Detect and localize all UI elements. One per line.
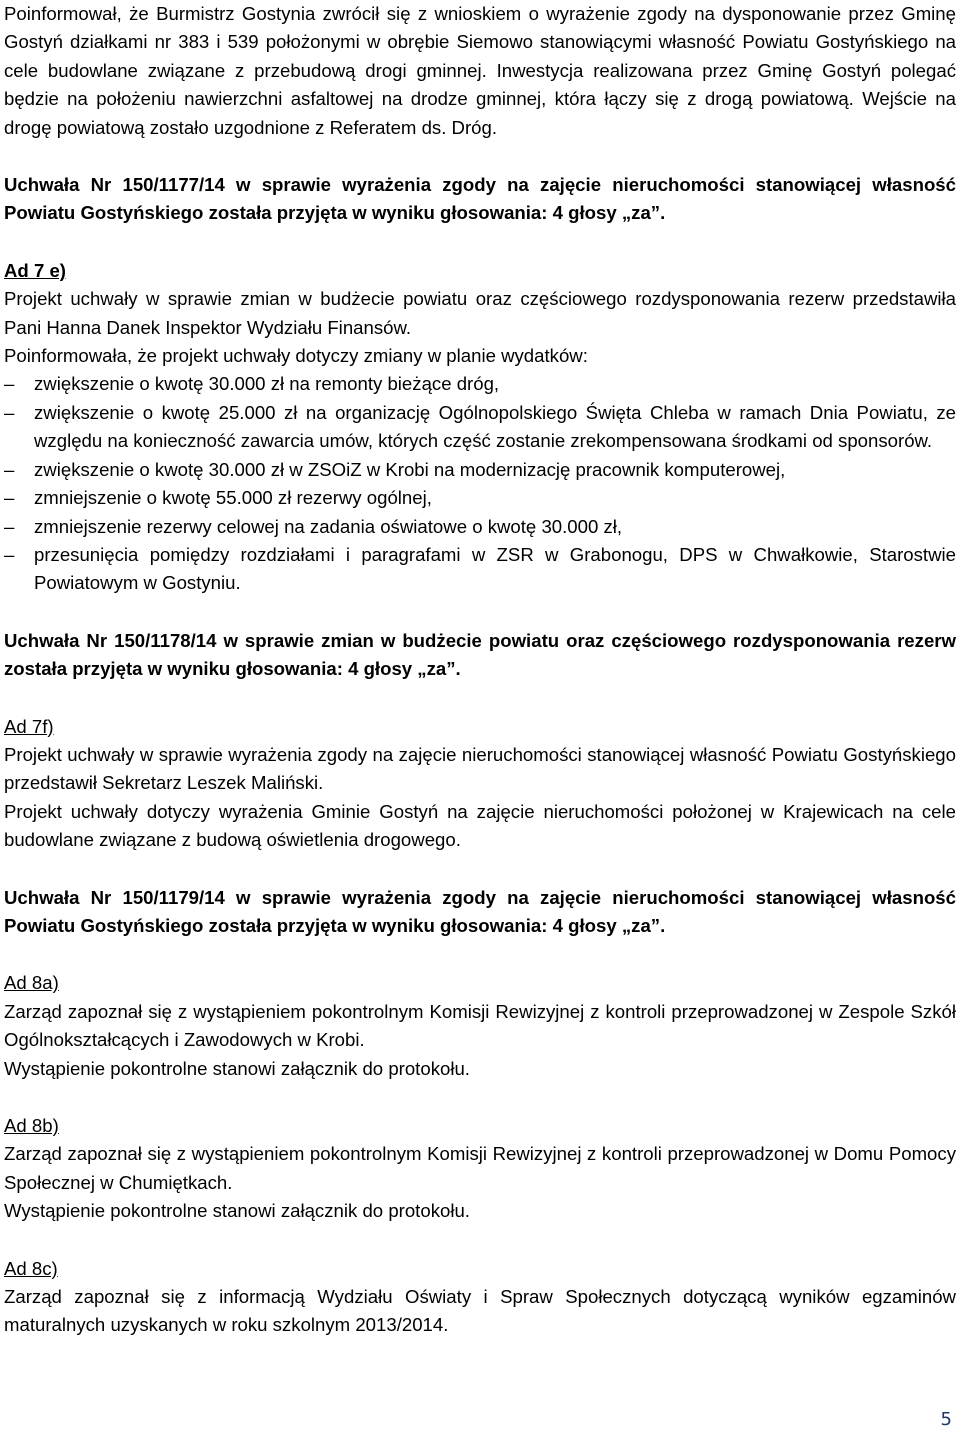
section-8a-text: Wystąpienie pokontrolne stanowi załącznik do protokołu.	[4, 1057, 470, 1079]
expense-change-list	[4, 370, 956, 597]
list-item: – zwiększenie o kwotę 25.000 zł na organizację Ogólnopolskiego Święta Chleba w ramach Dnia Powiatu, ze względu na konieczność zawarcia umów, których część zostanie zrekompensowana środkami od sponsorów.	[4, 399, 956, 456]
document-page	[4, 0, 956, 1340]
section-7e-heading: Ad 7 e)	[4, 259, 66, 281]
section-8b-text: Zarząd zapoznał się z wystąpieniem pokontrolnym Komisji Rewizyjnej z kontroli przeprowadzonej w Domu Pomocy Społecznej w Chumiętkach.	[4, 1143, 956, 1193]
section-8a-heading: Ad 8a)	[4, 972, 59, 994]
dash-bullet: –	[4, 487, 15, 509]
list-item: – przesunięcia pomiędzy rozdziałami i paragrafami w ZSR w Grabonogu, DPS w Chwałkowie, Starostwie Powiatowym w Gostyniu.	[4, 541, 956, 598]
dash-bullet: –	[4, 401, 15, 423]
section-7e-text: Poinformowała, że projekt uchwały dotyczy zmiany w planie wydatków:	[4, 345, 588, 367]
resolution-1179: Uchwała Nr 150/1179/14 w sprawie wyrażenia zgody na zajęcie nieruchomości stanowiącej własność Powiatu Gostyńskiego została przyjęta w wyniku głosowania: 4 głosy „za”.	[4, 886, 956, 936]
section-7f-text: Projekt uchwały w sprawie wyrażenia zgody na zajęcie nieruchomości stanowiącej własność Powiatu Gostyńskiego przedstawił Sekretarz Leszek Maliński.	[4, 743, 956, 794]
dash-bullet: –	[4, 373, 15, 395]
list-item: – zmniejszenie o kwotę 55.000 zł rezerwy ogólnej,	[4, 484, 956, 512]
list-item: – zwiększenie o kwotę 30.000 zł na remonty bieżące dróg,	[4, 370, 956, 398]
resolution-1177: Uchwała Nr 150/1177/14 w sprawie wyrażenia zgody na zajęcie nieruchomości stanowiącej własność Powiatu Gostyńskiego została przyjęta w wyniku głosowania: 4 głosy „za”.	[4, 174, 956, 224]
section-7e-text: Projekt uchwały w sprawie zmian w budżecie powiatu oraz częściowego rozdysponowania rezerw przedstawiła Pani Hanna Danek Inspektor Wydziału Finansów.	[4, 288, 956, 338]
page-number: 5	[940, 1409, 952, 1430]
section-8b-text: Wystąpienie pokontrolne stanowi załącznik do protokołu.	[4, 1200, 470, 1222]
list-item: – zmniejszenie rezerwy celowej na zadania oświatowe o kwotę 30.000 zł,	[4, 513, 956, 541]
list-item: – zwiększenie o kwotę 30.000 zł w ZSOiZ w Krobi na modernizację pracownik komputerowej,	[4, 456, 956, 484]
dash-bullet: –	[4, 515, 15, 537]
section-8b-heading: Ad 8b)	[4, 1115, 59, 1136]
section-7f-heading: Ad 7f)	[4, 715, 54, 737]
dash-bullet: –	[4, 458, 15, 480]
dash-bullet: –	[4, 543, 15, 565]
section-7f-text: Projekt uchwały dotyczy wyrażenia Gminie Gostyń na zajęcie nieruchomości położonej w Krajewicach na cele budowlane związane z budową oświetlenia drogowego.	[4, 800, 956, 851]
section-8c-text: Zarząd zapoznał się z informacją Wydziału Oświaty i Spraw Społecznych dotyczącą wyników egzaminów maturalnych uzyskanych w roku szkolnym 2013/2014.	[4, 1286, 956, 1336]
resolution-1178: Uchwała Nr 150/1178/14 w sprawie zmian w budżecie powiatu oraz częściowego rozdysponowania rezerw została przyjęta w wyniku głosowania: 4 głosy „za”.	[4, 629, 956, 680]
section-8a-text: Zarząd zapoznał się z wystąpieniem pokontrolnym Komisji Rewizyjnej z kontroli przeprowadzonej w Zespole Szkół Ogólnokształcących i Zawodowych w Krobi.	[4, 1000, 956, 1051]
section-8c-heading: Ad 8c)	[4, 1257, 58, 1279]
intro-paragraph: Poinformował, że Burmistrz Gostynia zwrócił się z wnioskiem o wyrażenie zgody na dysponowanie przez Gminę Gostyń działkami nr 383 i 539 położonymi w obrębie Siemowo stanowiącymi własność Powiatu Gostyńskiego na cele budowlane związane z przebudową drogi gminnej. Inwestycja realizowana przez Gminę Gostyń polegać będzie na położeniu nawierzchni asfaltowej na drodze gminnej, która łączy się z drogą powiatową. Wejście na drogę powiatową zostało uzgodnione z Referatem ds. Dróg.	[4, 3, 956, 138]
